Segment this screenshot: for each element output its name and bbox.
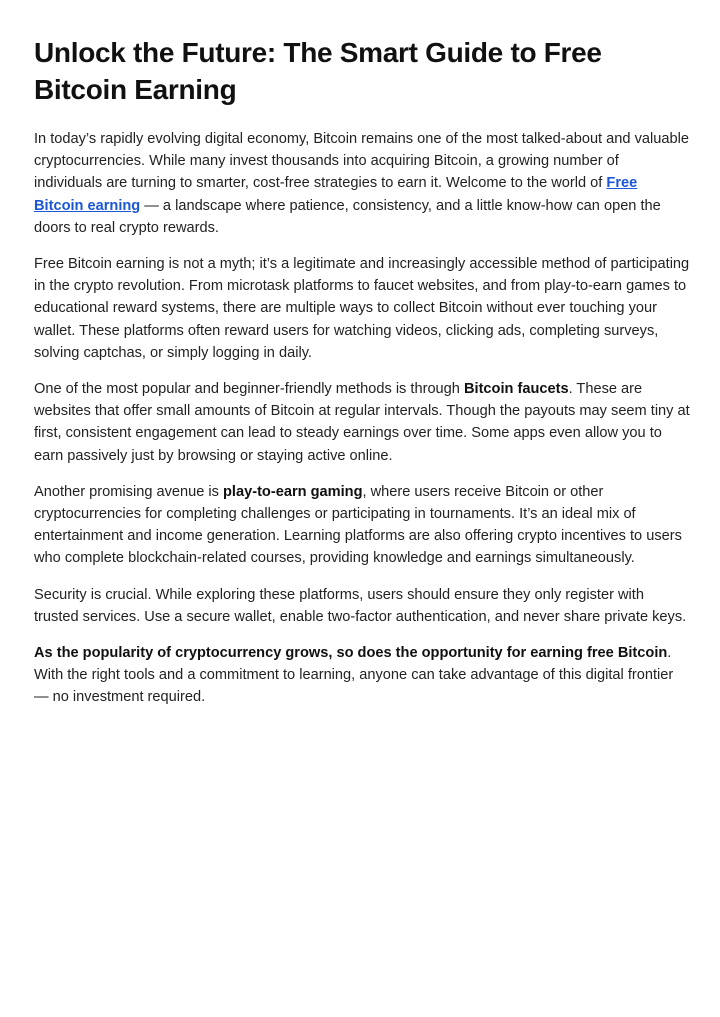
paragraph-security: Security is crucial. While exploring these platforms, users should ensure they only register with trusted services. Use a secure wallet, enable two-factor authentication, and never share private keys. [34,586,687,625]
paragraph-conclusion-text-end: . With the right tools and a commitment to learning, anyone can take advantage of this digital frontier — no investment required. [34,645,674,706]
paragraph-gaming-text-end: , where users receive Bitcoin or other cryptocurrencies for completing challenges or participating in tournaments. It’s an ideal mix of entertainment and income generation. Learning platforms are also offering crypto incentives to users who complete blockchain-related courses, providing knowledge and earnings simultaneously. [34,483,682,567]
document-page [34,34,690,723]
play-to-earn-bold: play-to-earn gaming [223,483,363,500]
article-title: Unlock the Future: The Smart Guide to Free Bitcoin Earning [34,37,602,105]
paragraph-intro-text-start: In today’s rapidly evolving digital economy, Bitcoin remains one of the most talked-about and valuable cryptocurrencies. While many invest thousands into acquiring Bitcoin, a growing number of individuals are turning to smarter, cost-free strategies to earn it. Welcome to the world of [34,131,689,192]
paragraph-faucets [34,378,690,467]
free-bitcoin-earning-link[interactable]: Free Bitcoin earning [34,175,638,214]
paragraph-faucets-text-end: . These are websites that offer small amounts of Bitcoin at regular intervals. Though the payouts may seem tiny at first, consistent engagement can lead to steady earnings over time. Some apps even allow you to earn passively just by browsing or staying active online. [34,381,690,464]
paragraph-gaming [34,481,690,570]
paragraph-gaming-text-start: Another promising avenue is [34,483,224,500]
paragraph-methods: Free Bitcoin earning is not a myth; it’s a legitimate and increasingly accessible method of participating in the crypto revolution. From microtask platforms to faucet websites, and from play-to-earn games to educational reward systems, there are multiple ways to collect Bitcoin without ever touching your wallet. These platforms often reward users for watching videos, clicking ads, completing surveys, solving captchas, or simply logging in daily. [34,256,690,361]
conclusion-bold: As the popularity of cryptocurrency grows, so does the opportunity for earning free Bitcoin [34,645,668,662]
bitcoin-faucets-bold: Bitcoin faucets [463,381,569,398]
paragraph-intro-text-end: — a landscape where patience, consistency, and a little know-how can open the doors to real crypto rewards. [34,197,661,236]
paragraph-intro [34,128,690,239]
paragraph-conclusion [34,642,690,709]
paragraph-faucets-text-start: One of the most popular and beginner-friendly methods is through [34,381,464,398]
